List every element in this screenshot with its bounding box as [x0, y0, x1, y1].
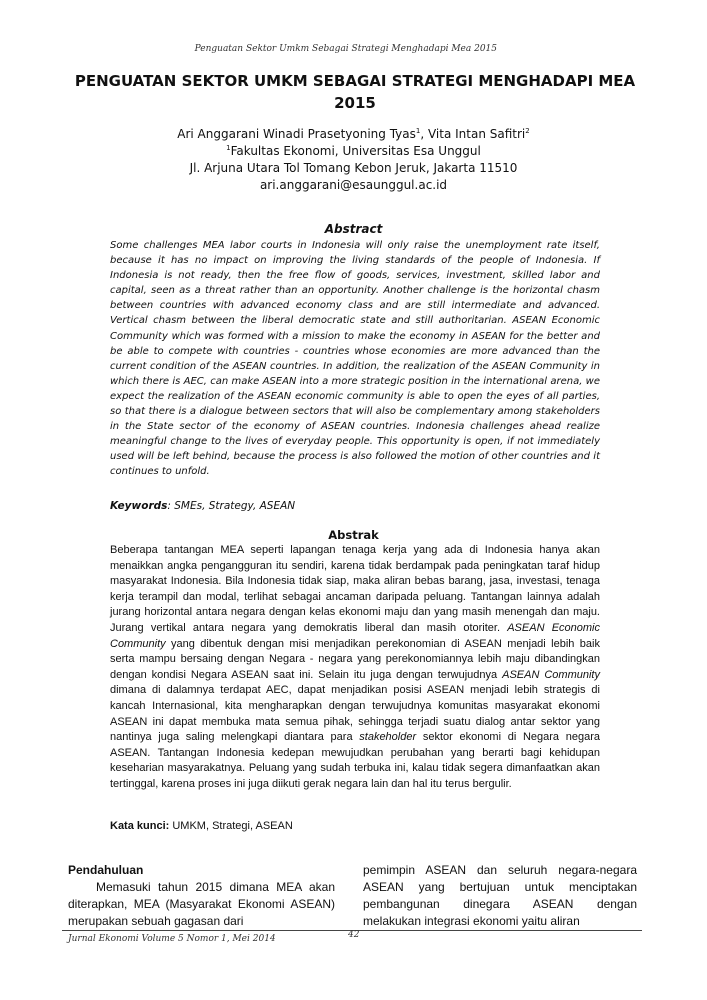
abstrak-em-3: stakeholder	[359, 731, 417, 744]
author-name-1: Ari Anggarani Winadi Prasetyoning Tyas	[177, 127, 416, 141]
email: ari.anggarani@esaunggul.ac.id	[259, 178, 448, 192]
abstrak-text	[110, 543, 600, 793]
abstrak-part-1: Beberapa tantangan MEA seperti lapangan tenaga kerja yang ada di Indonesia hanya akan menaikkan angka pengangguran itu sendiri, karena tidak berdampak pada peningkatan taraf hidup masyarakat Indonesia. Bila Indonesia tidak siap, maka aliran bebas barang, jasa, investasi, tenaga kerja terampil dan modal, terlihat sebagai ancaman daripada peluang. Tantangan lainnya adalah jurang horizontal antara negara dengan kelas ekonomi maju dan yang masih menengah dan maju. Jurang vertikal antara negara yang demokratis liberal dan masih otoriter.	[110, 544, 600, 634]
keywords-value: : SMEs, Strategy, ASEAN	[167, 500, 296, 512]
author-block	[100, 126, 607, 194]
body-column-left	[68, 862, 335, 930]
address: Jl. Arjuna Utara Tol Tomang Kebon Jeruk, Jakarta 11510	[189, 161, 518, 175]
body-column-right	[363, 862, 637, 930]
affiliation-sup: 1	[226, 144, 231, 152]
abstrak-part-2: yang dibentuk dengan misi menjadikan perekonomian di ASEAN menjadi lebih baik serta mampu bersaing dengan Negara - negara yang perekonomiannya lebih maju dibandingkan dengan kondisi Negara ASEAN saat ini. Selain itu juga dengan terwujudnya	[110, 637, 600, 681]
abstrak-part-3: dimana di dalamnya terdapat AEC, dapat menjadikan posisi ASEAN menjadi lebih strategis di kancah Internasional, kita mengharapkan dengan terwujudnya komunitas masyarakat ekonomi ASEAN ini dapat membuka mata semua pihak, sehingga terjadi suatu dialog antar sektor yang nantinya juga saling melengkapi diantara para	[110, 684, 600, 744]
author-sup-1: 1	[415, 127, 421, 135]
author-names	[100, 126, 607, 143]
affiliation	[100, 143, 607, 160]
abstract-text: Some challenges MEA labor courts in Indonesia will only raise the unemployment rate itself, because it has no impact on improving the living standards of the people of Indonesia. If Indonesia is not ready, then the free flow of goods, services, investment, skilled labor and capital, seen as a threat rather than an opportunity. Another challenge is the horizontal chasm between countries with advanced economy class and are still intermediate and advanced. Vertical chasm between the liberal democratic state and still authoritarian. ASEAN Economic Community which was formed with a mission to make the economy in ASEAN for the better and be able to compete with countries - countries whose economies are more advanced than the current condition of the ASEAN countries. In addition, the realization of the ASEAN Community in which there is AEC, can make ASEAN into a more strategic position in the international arena, we expect the realization of the ASEAN economic community is able to open the eyes of all parties, so that there is a dialogue between sectors that will also be complementary among stakeholders in the State sector of the economy of ASEAN countries. Indonesia challenges ahead realize meaningful change to the lives of everyday people. This opportunity is open, if not immediately used will be left behind, because the process is also followed the motion of other countries and it continues to unfold.	[110, 240, 600, 478]
footer-journal: Jurnal Ekonomi Volume 5 Nomor 1, Mei 2014	[68, 934, 276, 944]
keywords	[110, 500, 295, 512]
abstrak-em-2: ASEAN Community	[502, 668, 600, 681]
page-number: 42	[348, 930, 360, 940]
abstrak-part-4: sektor ekonomi di Negara negara ASEAN. Tantangan Indonesia kedepan mewujudkan perubahan yang berarti bagi kehidupan keseharian masyarakatnya. Peluang yang sudah terbuka ini, kalau tidak segera dimanfaatkan akan tertinggal, karena proses ini juga diikuti gerak negara lain dan hal itu terus bergulir.	[110, 731, 600, 790]
body-paragraph-right: pemimpin ASEAN dan seluruh negara-negara ASEAN yang bertujuan untuk menciptakan pembangunan dinegara ASEAN dengan melakukan integrasi ekonomi yaitu aliran	[363, 863, 637, 928]
running-header: Penguatan Sektor Umkm Sebagai Strategi Menghadapi Mea 2015	[194, 44, 497, 54]
kata-kunci-label: Kata kunci:	[110, 820, 170, 832]
affiliation-text: Fakultas Ekonomi, Universitas Esa Unggul	[230, 144, 481, 158]
paper-title: PENGUATAN SEKTOR UMKM SEBAGAI STRATEGI MENGHADAPI MEA 2015	[74, 72, 636, 112]
author-sup-2: 2	[525, 127, 530, 135]
abstrak-heading: Abstrak	[328, 528, 379, 542]
keywords-label: Keywords	[110, 500, 168, 512]
author-name-2: , Vita Intan Safitri	[420, 127, 526, 141]
abstrak-em-1: ASEAN Economic Community	[110, 621, 600, 650]
kata-kunci-value: UMKM, Strategi, ASEAN	[169, 820, 293, 832]
body-paragraph-left: Memasuki tahun 2015 dimana MEA akan diterapkan, MEA (Masyarakat Ekonomi ASEAN) merupakan sebuah gagasan dari	[68, 880, 335, 928]
section-heading: Pendahuluan	[68, 863, 144, 877]
abstract-heading: Abstract	[324, 222, 383, 236]
kata-kunci	[110, 820, 293, 832]
